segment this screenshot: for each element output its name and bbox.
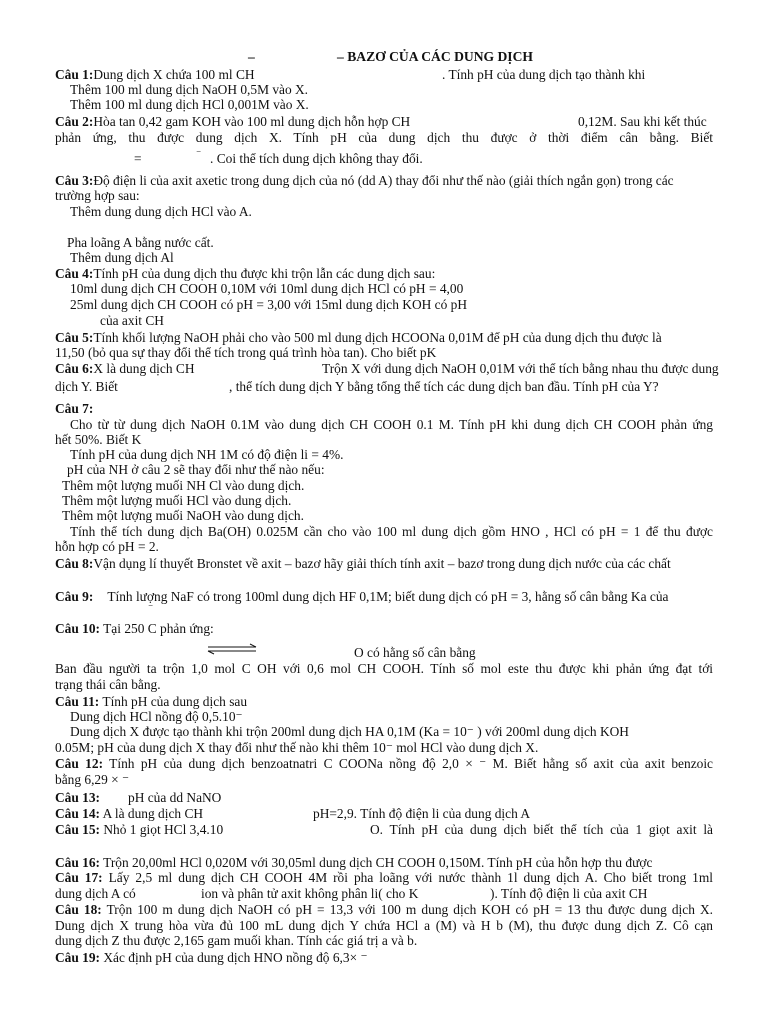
question-7-line — [55, 401, 93, 416]
question-6-line — [55, 361, 195, 376]
question-label: Câu 2: — [55, 114, 94, 129]
question-text: Trộn 100 m dung dịch NaOH có pH = 13,3 với 100 m dung dịch KOH có pH = 13 thu được dung dịch X. — [106, 902, 714, 917]
paragraph-line: Cho từ từ dung dịch NaOH 0.1M vào dung dịch CH COOH 0.1 M. Tính pH khi dung dịch CH COOH phản ứng — [70, 417, 713, 432]
item-text: Dung dịch HCl nồng độ 0,5.10⁻ — [70, 709, 243, 724]
paragraph-line: bằng 6,29 × ⁻ — [55, 772, 130, 787]
paragraph-line: trạng thái cân bằng. — [55, 677, 161, 692]
item-text: Thêm 100 ml dung dịch NaOH 0,5M vào X. — [70, 82, 309, 97]
question-label: Câu 17: — [55, 870, 103, 885]
paragraph-line: trường hợp sau: — [55, 188, 140, 203]
question-14-text-end: pH=2,9. Tính độ điện li của dung dịch A — [313, 806, 531, 821]
question-label: Câu 4: — [55, 266, 94, 281]
question-text: pH của dd NaNO — [128, 790, 222, 805]
paragraph-line: phản ứng, thu được dung dịch X. Tính pH của dung dịch thu được ở thời điểm cân bằng. Biết — [55, 130, 713, 145]
question-18-line — [55, 902, 713, 917]
item-text: Thêm một lượng muối NH Cl vào dung dịch. — [62, 478, 305, 493]
question-10-line — [55, 621, 214, 636]
question-2-line — [55, 114, 410, 129]
question-text: Tại 250 C phản ứng: — [103, 621, 214, 636]
question-label: Câu 9: — [55, 589, 94, 604]
question-text: Độ điện li của axit axetic trong dung dịch của nó (dd A) thay đổi như thế nào (giải thích ngắn gọn) trong các — [93, 173, 674, 188]
item-text: Thêm dung dung dịch HCl vào A. — [70, 204, 252, 219]
question-text: Tính pH của dung dịch benzoatnatri C COONa nồng độ 2,0 × ⁻ M. Biết hằng số axit của axit benzoic — [109, 756, 714, 771]
item-text: 25ml dung dịch CH COOH có pH = 3,00 với 15ml dung dịch KOH có pH — [70, 297, 467, 312]
title-text: – BAZƠ CỦA CÁC DUNG DỊCH — [337, 49, 533, 64]
paragraph-line: dịch Y. Biết — [55, 379, 118, 394]
item-text: Thêm dung dịch Al — [70, 250, 174, 265]
paragraph-line: dung dịch A có — [55, 886, 136, 901]
equilibrium-arrow-icon — [206, 643, 258, 655]
question-label: Câu 1: — [55, 67, 94, 82]
question-label: Câu 18: — [55, 902, 102, 917]
question-13-line — [55, 790, 221, 805]
question-label: Câu 11: — [55, 694, 100, 709]
question-15-text-end: O. Tính pH của dung dịch biết thể tích của 1 giọt axit là — [370, 822, 713, 837]
paragraph-line: ion và phân tử axit không phân li( cho K — [201, 886, 419, 901]
item-text: Thêm 100 ml dung dịch HCl 0,001M vào X. — [70, 97, 309, 112]
question-6-text-end: Trộn X với dung dịch NaOH 0,01M với thể tích bằng nhau thu được dung — [322, 361, 719, 376]
question-label: Câu 7: — [55, 401, 94, 416]
question-label: Câu 3: — [55, 173, 94, 188]
question-label: Câu 14: — [55, 806, 101, 821]
paragraph-line: O có hằng số cân bằng — [354, 645, 476, 660]
superscript-fragment: ⁻ — [196, 149, 202, 160]
question-19-line — [55, 950, 368, 965]
item-text: 10ml dung dịch CH COOH 0,10M với 10ml dung dịch HCl có pH = 4,00 — [70, 281, 464, 296]
question-17-line — [55, 870, 713, 885]
question-label: Câu 10: — [55, 621, 101, 636]
question-text: Tính lượng NaF có trong 100ml dung dịch HF 0,1M; biết dung dịch có pH = 3, hằng số cân bằng Ka của — [107, 589, 669, 604]
question-3-line — [55, 173, 674, 188]
question-label: Câu 15: — [55, 822, 101, 837]
question-label: Câu 13: — [55, 790, 101, 805]
paragraph-line: Dung dịch X trung hòa vừa đủ 100 mL dung dịch Y chứa HCl a (M) và H b (M), thu được dung dịch Z. Cô cạn — [55, 918, 713, 933]
question-14-line — [55, 806, 203, 821]
question-text: Dung dịch X chứa 100 ml CH — [93, 67, 255, 82]
question-4-line — [55, 266, 435, 281]
superscript-fragment: ⁻ — [148, 603, 154, 614]
question-text: Hòa tan 0,42 gam KOH vào 100 ml dung dịch hỗn hợp CH — [93, 114, 411, 129]
question-text: Tính khối lượng NaOH phải cho vào 500 ml dung dịch HCOONa 0,01M để pH của dung dịch thu được là — [93, 330, 662, 345]
question-text: Lấy 2,5 ml dung dịch CH COOH 4M rồi pha loãng với nước thành 1l dung dịch A. Cho biết trong 1ml — [108, 870, 713, 885]
paragraph-line: Ban đầu người ta trộn 1,0 mol C OH với 0,6 mol CH COOH. Tính số mol este thu được khi phản ứng đạt tới — [55, 661, 713, 676]
paragraph-line: . Coi thể tích dung dịch không thay đổi. — [210, 151, 423, 166]
item-text: pH của NH ở câu 2 sẽ thay đổi như thế nào nếu: — [67, 462, 325, 477]
question-text: A là dung dịch CH — [102, 806, 204, 821]
equation-fragment: = — [134, 151, 142, 166]
question-1-line — [55, 67, 255, 82]
question-label: Câu 8: — [55, 556, 94, 571]
question-text: Nhỏ 1 giọt HCl 3,4.10 — [103, 822, 224, 837]
paragraph-line: ). Tính độ điện li của axit CH — [490, 886, 648, 901]
question-label: Câu 19: — [55, 950, 101, 965]
question-text: Tính pH của dung dịch sau — [102, 694, 248, 709]
question-5-line — [55, 330, 662, 345]
paragraph-line: 0.05M; pH của dung dịch X thay đổi như thế nào khi thêm 10⁻ mol HCl vào dung dịch X. — [55, 740, 539, 755]
question-label: Câu 16: — [55, 855, 101, 870]
question-12-line — [55, 756, 713, 771]
question-text: Tính pH của dung dịch thu được khi trộn lẫn các dung dịch sau: — [93, 266, 436, 281]
item-text: Dung dịch X được tạo thành khi trộn 200ml dung dịch HA 0,1M (Ka = 10⁻ ) với 200ml dung dịch KOH — [70, 724, 629, 739]
question-2-text-end: 0,12M. Sau khi kết thúc — [578, 114, 707, 129]
question-15-line — [55, 822, 223, 837]
title-dash: – — [248, 49, 255, 64]
paragraph-line: , thể tích dung dịch Y bằng tổng thể tích các dung dịch ban đầu. Tính pH của Y? — [229, 379, 659, 394]
question-label: Câu 12: — [55, 756, 104, 771]
question-text: Xác định pH của dung dịch HNO nồng độ 6,3× ⁻ — [103, 950, 368, 965]
paragraph-line: 11,50 (bỏ qua sự thay đổi thể tích trong quá trình hòa tan). Cho biết pK — [55, 345, 437, 360]
question-text: Trộn 20,00ml HCl 0,020M với 30,05ml dung dịch CH COOH 0,150M. Tính pH của hỗn hợp thu được — [103, 855, 653, 870]
paragraph-line: hỗn hợp có pH = 2. — [55, 539, 159, 554]
question-label: Câu 5: — [55, 330, 94, 345]
question-text: Vận dụng lí thuyết Bronstet về axit – bazơ hãy giải thích tính axit – bazơ trong dung dịch nước của các chất — [93, 556, 671, 571]
paragraph-line: hết 50%. Biết K — [55, 432, 142, 447]
question-label: Câu 6: — [55, 361, 94, 376]
item-text: Thêm một lượng muối HCl vào dung dịch. — [62, 493, 292, 508]
question-11-line — [55, 694, 247, 709]
question-16-line — [55, 855, 652, 870]
item-text: của axit CH — [100, 313, 164, 328]
paragraph-line: Tính thể tích dung dịch Ba(OH) 0.025M cần cho vào 100 ml dung dịch gồm HNO , HCl có pH = 1 để thu được — [70, 524, 713, 539]
question-1-text-end: . Tính pH của dung dịch tạo thành khi — [442, 67, 646, 82]
item-text: Pha loãng A bằng nước cất. — [67, 235, 214, 250]
item-text: Tính pH của dung dịch NH 1M có độ điện li = 4%. — [70, 447, 344, 462]
item-text: Thêm một lượng muối NaOH vào dung dịch. — [62, 508, 304, 523]
question-text: X là dung dịch CH — [93, 361, 195, 376]
paragraph-line: dung dịch Z thu được 2,165 gam muối khan. Tính các giá trị a và b. — [55, 933, 418, 948]
question-8-line — [55, 556, 671, 571]
